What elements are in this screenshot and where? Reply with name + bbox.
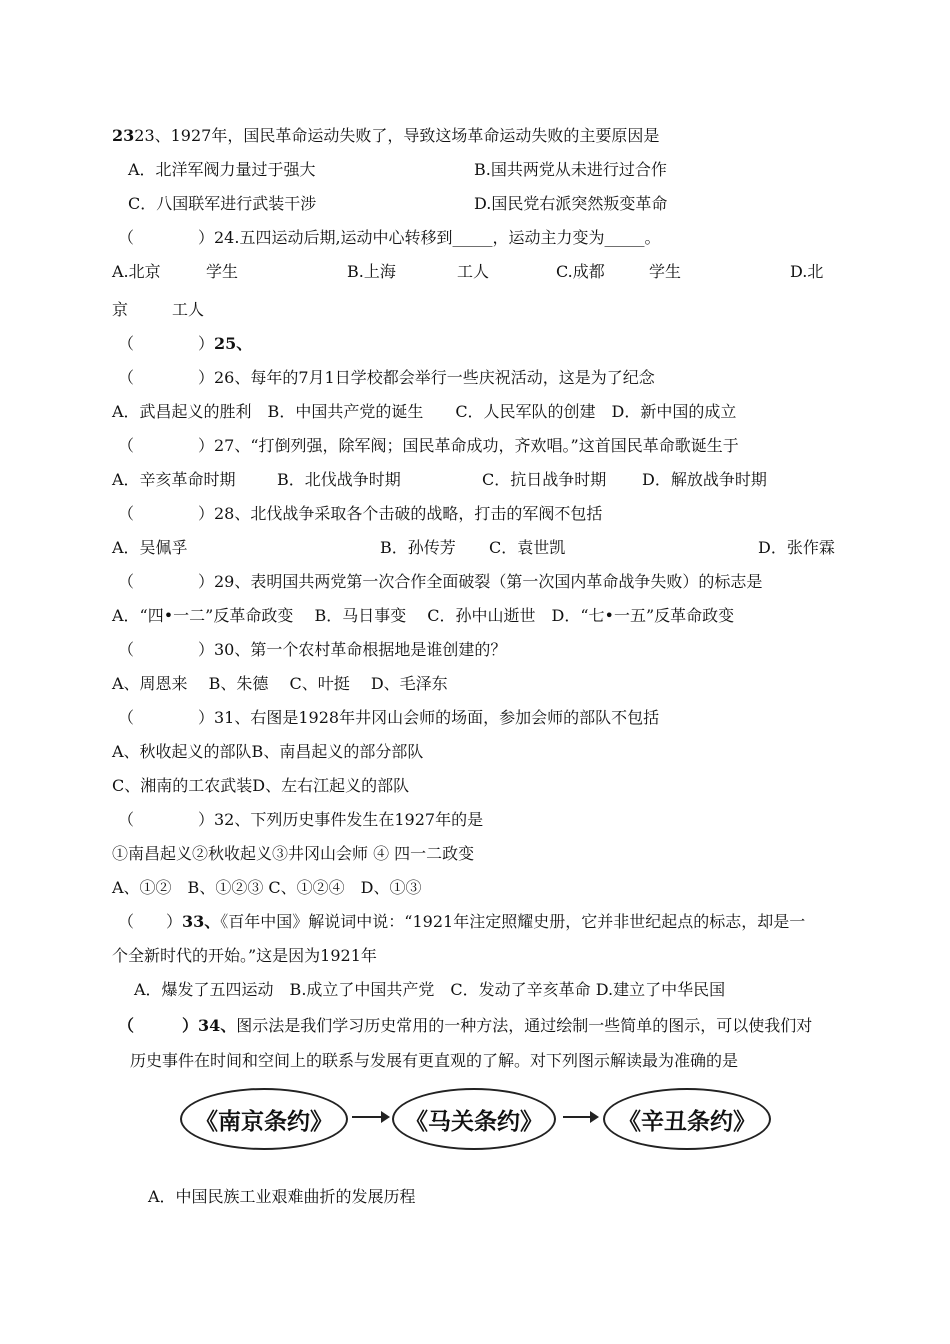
treaty-node-xinchou: 《辛丑条约》 [603,1088,771,1150]
question-34-text: 图示法是我们学习历史常用的一种方法，通过绘制一些简单的图示，可以使我们对 [236,1016,813,1035]
question-32-stem: （ ）32、下列历史事件发生在1927年的是 [118,810,484,829]
option-b-group: 工人 [457,262,490,281]
question-33-stem [118,907,805,937]
question-30-options: A、周恩来 B、朱德 C、叶挺 D、毛泽东 [112,674,448,693]
answer-blank: （ ） [118,334,215,353]
option-c: C．袁世凯 [489,538,566,557]
option-d-place: D.北 [790,262,824,281]
question-30-stem: （ ）30、第一个农村革命根据地是谁创建的？ [118,640,507,659]
question-33-text: 《百年中国》解说词中说：“1921年注定照耀史册，它并非世纪起点的标志，却是一 [220,912,806,931]
option-d-place-cont: 京 [112,300,129,319]
option-a: A．辛亥革命时期 [112,470,236,489]
question-27-options [112,465,832,495]
question-23-options-row2 [128,189,828,219]
treaty-node-maguan: 《马关条约》 [392,1088,556,1150]
question-27-stem: （ ）27、“打倒列强，除军阀；国民革命成功，齐欢唱。”这首国民革命歌诞生于 [118,436,739,455]
question-23-number: 23 [112,126,135,145]
question-34-stem-cont: 历史事件在时间和空间上的联系与发展有更直观的了解。对下列图示解读最为准确的是 [130,1051,739,1070]
question-24-stem: （ ）24.五四运动后期,运动中心转移到_____，运动主力变为_____。 [118,228,661,247]
question-24-options-cont [112,295,312,325]
option-a: A．北洋军阀力量过于强大 [128,160,316,179]
option-a-place: A.北京 [112,262,161,281]
question-31-options-row1: A、秋收起义的部队B、南昌起义的部分部队 [112,742,424,761]
question-33-options: A．爆发了五四运动 B.成立了中国共产党 C．发动了辛亥革命 D.建立了中华民国 [134,980,726,999]
question-33-number: 33、 [182,912,221,931]
option-b: B.国共两党从未进行过合作 [474,160,667,179]
question-29-stem: （ ）29、表明国共两党第一次合作全面破裂（第一次国内革命战争失败）的标志是 [118,572,763,591]
answer-blank: （ ） [118,1016,199,1035]
option-a-group: 学生 [206,262,239,281]
option-c: C．抗日战争时期 [482,470,607,489]
option-d: D．解放战争时期 [642,470,767,489]
option-c: C．八国联军进行武装干涉 [128,194,317,213]
arrow-icon [563,1116,597,1118]
option-b: B．孙传芳 [380,538,456,557]
answer-blank: （ ） [118,912,183,931]
question-23-options-row1 [128,155,828,185]
option-d-group: 工人 [172,300,205,319]
question-34-stem [118,1011,812,1041]
option-a: A．吴佩孚 [112,538,188,557]
question-31-options-row2: C、湘南的工农武装D、左右江起义的部队 [112,776,410,795]
question-23-text: 23、1927年，国民革命运动失败了，导致这场革命运动失败的主要原因是 [134,126,660,145]
question-28-options [112,533,842,563]
question-32-items: ①南昌起义②秋收起义③井冈山会师 ④ 四一二政变 [112,844,475,863]
option-c-group: 学生 [649,262,682,281]
option-c-place: C.成都 [556,262,605,281]
option-d: D．张作霖 [758,538,835,557]
treaty-diagram [180,1088,780,1152]
arrow-icon [352,1116,388,1118]
question-34-option-a: A．中国民族工业艰难曲折的发展历程 [148,1187,416,1206]
question-28-stem: （ ）28、北伐战争采取各个击破的战略，打击的军阀不包括 [118,504,603,523]
question-25-number: 25、 [214,334,253,353]
treaty-node-nanjing: 《南京条约》 [180,1088,348,1150]
question-31-stem: （ ）31、右图是1928年井冈山会师的场面，参加会师的部队不包括 [118,708,660,727]
question-32-options: A、①② B、①②③ C、①②④ D、①③ [112,878,422,897]
option-b-place: B.上海 [347,262,396,281]
question-25-stem [118,329,252,359]
question-33-stem-cont: 个全新时代的开始。”这是因为1921年 [112,946,377,965]
question-26-stem: （ ）26、每年的7月1日学校都会举行一些庆祝活动，这是为了纪念 [118,368,655,387]
option-b: B．北伐战争时期 [277,470,401,489]
question-29-options: A．“四•一二”反革命政变 B．马日事变 C．孙中山逝世 D．“七•一五”反革命政变 [112,606,735,625]
option-d: D.国民党右派突然叛变革命 [474,194,668,213]
question-23-stem [112,121,659,151]
question-24-options [112,257,832,287]
question-26-options: A．武昌起义的胜利 B．中国共产党的诞生 C．人民军队的创建 D．新中国的成立 [112,402,737,421]
question-34-number: 34、 [198,1016,237,1035]
